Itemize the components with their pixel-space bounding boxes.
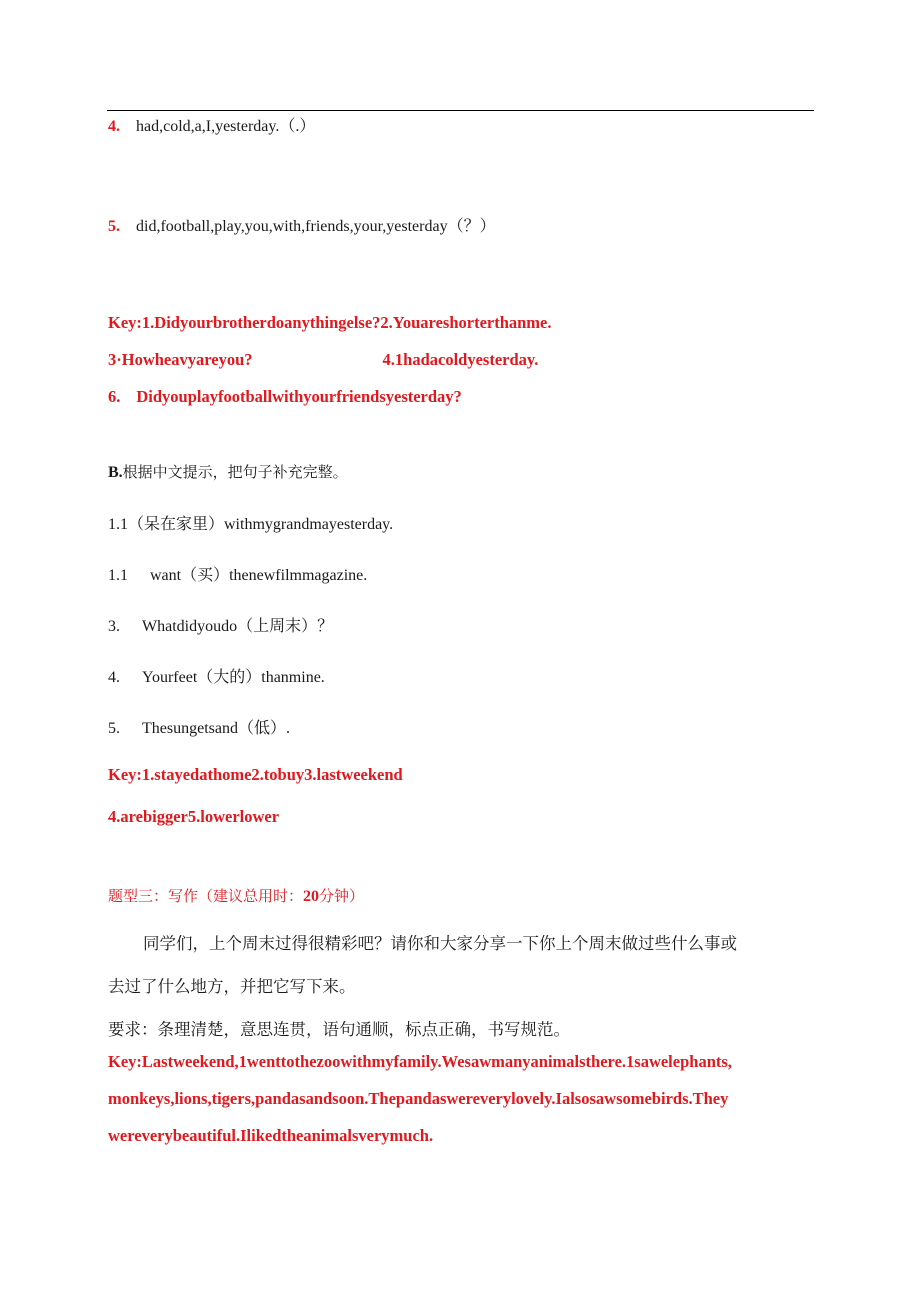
fill-item-3 — [108, 613, 333, 636]
question-number: 5. — [108, 218, 120, 235]
fill-item-1 — [108, 511, 393, 534]
item-number: 4. — [108, 669, 120, 686]
answer-key-text: Didyouplayfootballwithyourfriendsyesterday? — [136, 387, 462, 406]
section-b-title — [108, 461, 348, 482]
answer-key-item: 4.1hadacoldyesterday. — [382, 350, 539, 369]
question-text: had,cold,a,I,yesterday.（.） — [136, 118, 316, 135]
answer-key-a-line2 — [108, 350, 538, 370]
answer-key-item: 3·Howheavyareyou? — [108, 350, 253, 369]
section-c-heading — [108, 885, 364, 906]
section-instruction: 根据中文提示，把句子补充完整。 — [122, 463, 348, 481]
fill-item-5 — [108, 715, 290, 738]
item-number: 3. — [108, 618, 120, 635]
question-4 — [108, 113, 315, 136]
question-number: 4. — [108, 118, 120, 135]
answer-key-a-line1: Key:1.Didyourbrotherdoanythingelse?2.Youareshorterthanme. — [108, 313, 552, 332]
item-number: 5. — [108, 720, 120, 737]
answer-key-c-line1: Key:Lastweekend,1wenttothezoowithmyfamily.Wesawmanyanimalsthere.1sawelephants, — [108, 1052, 732, 1071]
prompt-paragraph-line2: 去过了什么地方，并把它写下来。 — [108, 977, 356, 996]
item-text: Whatdidyoudo（上周末）？ — [142, 618, 334, 635]
heading-text: 题型三：写作（建议总用时： — [108, 887, 304, 905]
answer-key-b-line2: 4.arebigger5.lowerlower — [108, 807, 280, 826]
question-text: did,football,play,you,with,friends,your,yesterday（？） — [136, 218, 496, 235]
item-text: want（买）thenewfilmmagazine. — [150, 567, 368, 584]
header-rule — [107, 110, 814, 111]
requirements: 要求：条理清楚，意思连贯，语句通顺，标点正确，书写规范。 — [108, 1020, 570, 1039]
prompt-paragraph-line1: 同学们，上个周末过得很精彩吧？请你和大家分享一下你上个周末做过些什么事或 — [143, 934, 737, 953]
heading-text: 分钟） — [319, 887, 365, 905]
fill-item-2 — [108, 562, 367, 585]
answer-key-b-line1: Key:1.stayedathome2.tobuy3.lastweekend — [108, 765, 403, 784]
section-label: B. — [108, 464, 123, 481]
item-number: 1.1 — [108, 567, 128, 584]
item-number: 1.1 — [108, 516, 128, 533]
heading-number: 20 — [303, 888, 320, 905]
answer-key-a-line3 — [108, 387, 462, 407]
item-text: Yourfeet（大的）thanmine. — [142, 669, 325, 686]
question-5 — [108, 213, 496, 236]
item-text: （呆在家里）withmygrandmayesterday. — [128, 516, 394, 533]
fill-item-4 — [108, 664, 325, 687]
answer-key-number: 6. — [108, 387, 121, 406]
answer-key-c-line2: monkeys,lions,tigers,pandasandsoon.Thepandaswereverylovely.Ialsosawsomebirds.They — [108, 1089, 729, 1108]
answer-key-c-line3: wereverybeautiful.Ilikedtheanimalsverymuch. — [108, 1126, 434, 1145]
item-text: Thesungetsand（低）. — [142, 720, 290, 737]
